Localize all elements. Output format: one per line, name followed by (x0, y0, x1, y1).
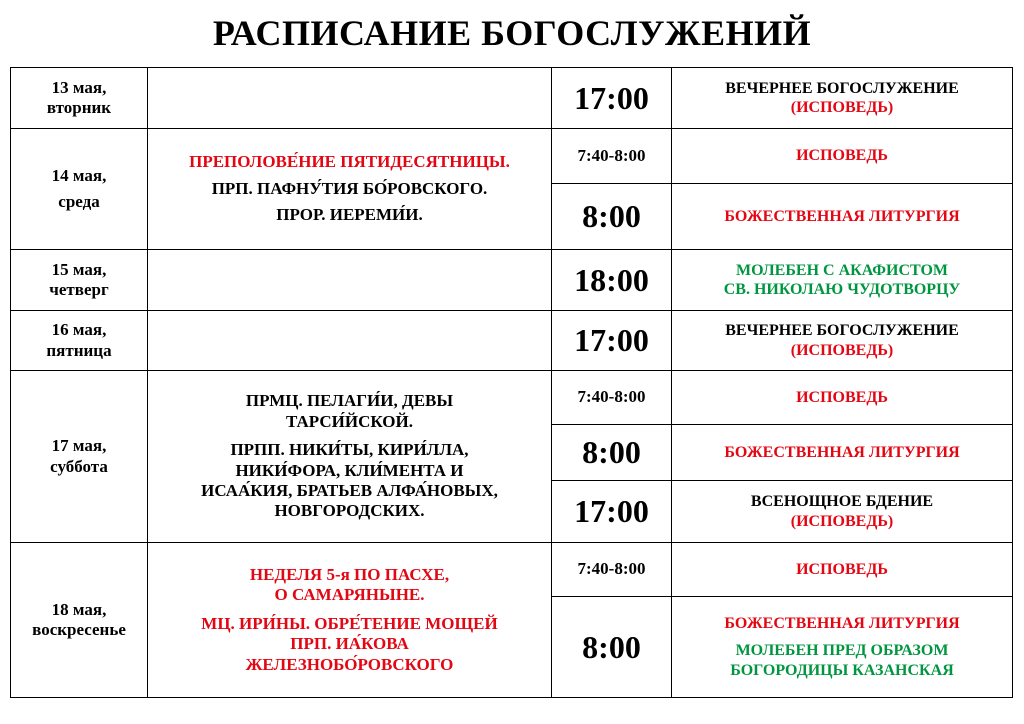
feast-line: ПРПП. НИКИ́ТЫ, КИРИ́ЛЛА, (230, 440, 469, 460)
feast-cell (148, 129, 552, 250)
feast-cell (148, 250, 552, 311)
service-time: 17:00 (552, 481, 672, 543)
weekday-label: пятница (46, 340, 112, 360)
page-title: РАСПИСАНИЕ БОГОСЛУЖЕНИЙ (212, 13, 812, 53)
service-time: 17:00 (552, 68, 672, 129)
weekday-label: среда (58, 192, 100, 211)
service-line: МОЛЕБЕН ПРЕД ОБРАЗОМ (735, 642, 949, 660)
feast-line: НЕДЕЛЯ 5-я ПО ПАСХЕ, (249, 565, 450, 585)
service-line: ВЕЧЕРНЕЕ БОГОСЛУЖЕНИЕ (725, 322, 959, 340)
feast-line: НИКИ́ФОРА, КЛИ́МЕНТА И (235, 460, 464, 480)
table-row (11, 311, 1013, 371)
table-row (11, 543, 1013, 597)
date-label: 16 мая, (51, 320, 107, 340)
date-cell (11, 68, 148, 129)
table-row (11, 68, 1013, 129)
feast-line: О САМАРЯНЫНЕ. (274, 585, 425, 605)
feast-line: НОВГОРОДСКИХ. (274, 501, 425, 521)
weekday-label: вторник (46, 98, 112, 117)
feast-cell (148, 68, 552, 129)
date-cell (11, 311, 148, 371)
weekday-label: воскресенье (32, 620, 126, 639)
date-cell (11, 371, 148, 543)
feast-cell (148, 543, 552, 698)
feast-cell (148, 311, 552, 371)
service-time: 7:40-8:00 (552, 371, 672, 425)
feast-cell (148, 371, 552, 543)
service-line: ВСЕНОЩНОЕ БДЕНИЕ (750, 493, 934, 511)
feast-line: ЖЕЛЕЗНОБО́РОВСКОГО (245, 654, 454, 674)
service-time: 8:00 (552, 425, 672, 481)
service-line: ВЕЧЕРНЕЕ БОГОСЛУЖЕНИЕ (725, 79, 959, 97)
date-cell (11, 250, 148, 311)
service-time: 8:00 (552, 184, 672, 250)
feast-line: ПРОР. ИЕРЕМИ́И. (276, 205, 423, 225)
service-time: 7:40-8:00 (552, 543, 672, 597)
feast-line: ПРП. ПАФНУ́ТИЯ БО́РОВСКОГО. (211, 178, 488, 198)
table-row (11, 129, 1013, 184)
service-name: БОЖЕСТВЕННАЯ ЛИТУРГИЯ (672, 184, 1013, 250)
service-time: 17:00 (552, 311, 672, 371)
service-name (672, 597, 1013, 698)
service-name (672, 250, 1013, 311)
weekday-label: четверг (49, 280, 109, 299)
feast-line: ПРП. ИА́КОВА (290, 634, 409, 654)
date-label: 14 мая, (51, 165, 107, 185)
weekday-label: суббота (50, 456, 108, 476)
service-name: ИСПОВЕДЬ (672, 543, 1013, 597)
service-name (672, 311, 1013, 371)
table-row (11, 250, 1013, 311)
feast-line: ИСАА́КИЯ, БРАТЬЕВ АЛФА́НОВЫХ, (201, 480, 498, 500)
service-time: 18:00 (552, 250, 672, 311)
date-cell (11, 543, 148, 698)
date-label: 18 мая, (51, 599, 107, 619)
date-cell (11, 129, 148, 250)
service-name: ИСПОВЕДЬ (672, 129, 1013, 184)
table-row (11, 371, 1013, 425)
service-line: (ИСПОВЕДЬ) (790, 341, 894, 359)
feast-line: ПРЕПОЛОВЕ́НИЕ ПЯТИДЕСЯТНИЦЫ. (189, 152, 510, 172)
service-time: 7:40-8:00 (552, 129, 672, 184)
date-label: 13 мая, (51, 77, 107, 97)
service-name: ИСПОВЕДЬ (672, 371, 1013, 425)
service-time: 8:00 (552, 597, 672, 698)
feast-line: МЦ. ИРИ́НЫ. ОБРЕ́ТЕНИЕ МОЩЕЙ (201, 613, 498, 633)
service-line: БОЖЕСТВЕННАЯ ЛИТУРГИЯ (724, 615, 960, 633)
service-name (672, 68, 1013, 129)
service-name: БОЖЕСТВЕННАЯ ЛИТУРГИЯ (672, 425, 1013, 481)
service-line: (ИСПОВЕДЬ) (790, 512, 894, 530)
schedule-table (10, 67, 1013, 698)
service-name (672, 481, 1013, 543)
service-line: МОЛЕБЕН С АКАФИСТОМ (735, 261, 949, 279)
service-line: СВ. НИКОЛАЮ ЧУДОТВОРЦУ (723, 281, 961, 298)
feast-line: ПРМЦ. ПЕЛАГИ́И, ДЕВЫ (245, 391, 454, 411)
service-line: (ИСПОВЕДЬ) (790, 99, 894, 116)
feast-line: ТАРСИ́ЙСКОЙ. (286, 411, 413, 431)
date-label: 15 мая, (51, 259, 107, 279)
service-line: БОГОРОДИЦЫ КАЗАНСКАЯ (730, 661, 954, 679)
date-label: 17 мая, (51, 436, 107, 456)
